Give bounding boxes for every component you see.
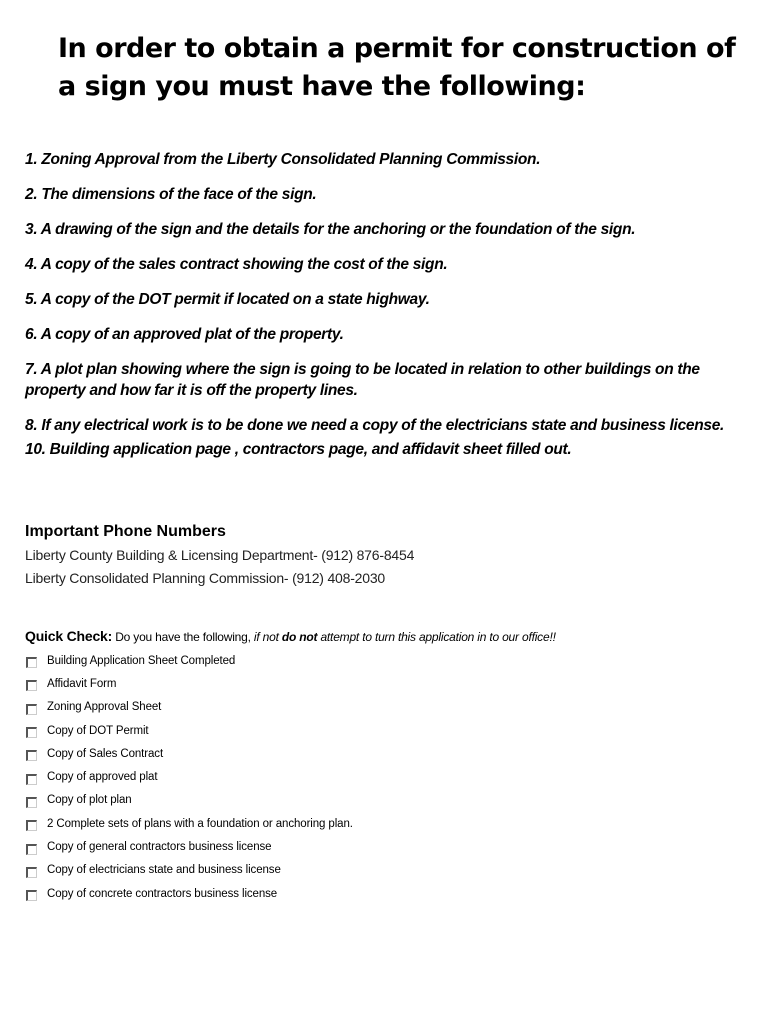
checkbox[interactable] <box>26 844 37 855</box>
checklist-item-label: Building Application Sheet Completed <box>47 654 236 667</box>
checklist-item-label: Copy of Sales Contract <box>47 747 164 760</box>
checkbox[interactable] <box>26 704 37 715</box>
requirement-item: 5. A copy of the DOT permit if located on a state highway. <box>25 291 430 308</box>
checkbox[interactable] <box>26 890 37 901</box>
checklist-item <box>25 649 745 672</box>
checklist-item-label: Affidavit Form <box>47 677 117 690</box>
quick-check-section <box>25 626 745 905</box>
requirement-item: 1. Zoning Approval from the Liberty Consolidated Planning Commission. <box>25 151 541 168</box>
checklist-item-label: Copy of DOT Permit <box>47 724 149 737</box>
checklist-item <box>25 696 745 719</box>
checkbox[interactable] <box>26 680 37 691</box>
requirement-item: 2. The dimensions of the face of the sign. <box>25 186 317 203</box>
checklist-item <box>25 765 745 788</box>
requirement-item: 4. A copy of the sales contract showing the cost of the sign. <box>25 256 448 273</box>
checklist-item <box>25 672 745 695</box>
checklist-item-label: Copy of approved plat <box>47 771 158 784</box>
checkbox[interactable] <box>26 727 37 738</box>
checkbox[interactable] <box>26 797 37 808</box>
requirement-item: 8. If any electrical work is to be done we need a copy of the electricians state and business license. <box>25 417 725 434</box>
quick-check-prompt: Do you have the following, <box>112 630 254 644</box>
page-title: In order to obtain a permit for construction of a sign you must have the following: <box>58 33 736 102</box>
checkbox[interactable] <box>26 774 37 785</box>
checklist-item <box>25 742 745 765</box>
checkbox[interactable] <box>26 820 37 831</box>
quick-check-rest: attempt to turn this application in to our office!! <box>317 630 556 644</box>
quick-check-do-not: do not <box>281 630 318 644</box>
quick-check-if-not: if not <box>253 630 282 644</box>
requirement-item: 10. Building application page , contractors page, and affidavit sheet filled out. <box>25 441 572 458</box>
requirement-item: 7. A plot plan showing where the sign is going to be located in relation to other buildings on the property and how far it is off the property lines. <box>25 361 700 399</box>
checkbox[interactable] <box>26 750 37 761</box>
checkbox[interactable] <box>26 657 37 668</box>
checklist-item <box>25 835 745 858</box>
checklist-item <box>25 789 745 812</box>
checklist-item <box>25 719 745 742</box>
checklist-item-label: 2 Complete sets of plans with a foundation or anchoring plan. <box>47 817 353 830</box>
checklist-item <box>25 812 745 835</box>
checklist-item <box>25 882 745 905</box>
checklist-item-label: Copy of concrete contractors business license <box>47 887 278 900</box>
requirement-item: 3. A drawing of the sign and the details for the anchoring or the foundation of the sign. <box>25 221 636 238</box>
checklist-item-label: Copy of electricians state and business license <box>47 864 281 877</box>
checkbox[interactable] <box>26 867 37 878</box>
phone-numbers-section <box>25 522 725 590</box>
quick-check-label: Quick Check: <box>25 628 113 644</box>
phone-line-building: Liberty County Building & Licensing Department- (912) 876-8454 <box>25 547 415 563</box>
phone-numbers-heading: Important Phone Numbers <box>25 523 226 540</box>
quick-check-list <box>25 649 745 905</box>
phone-line-planning: Liberty Consolidated Planning Commission- (912) 408-2030 <box>25 570 386 586</box>
checklist-item-label: Zoning Approval Sheet <box>47 701 162 714</box>
requirements-list <box>25 149 750 460</box>
requirement-item: 6. A copy of an approved plat of the property. <box>25 326 344 343</box>
quick-check-header <box>25 626 745 647</box>
checklist-item-label: Copy of general contractors business license <box>47 841 272 854</box>
checklist-item <box>25 859 745 882</box>
checklist-item-label: Copy of plot plan <box>47 794 132 807</box>
